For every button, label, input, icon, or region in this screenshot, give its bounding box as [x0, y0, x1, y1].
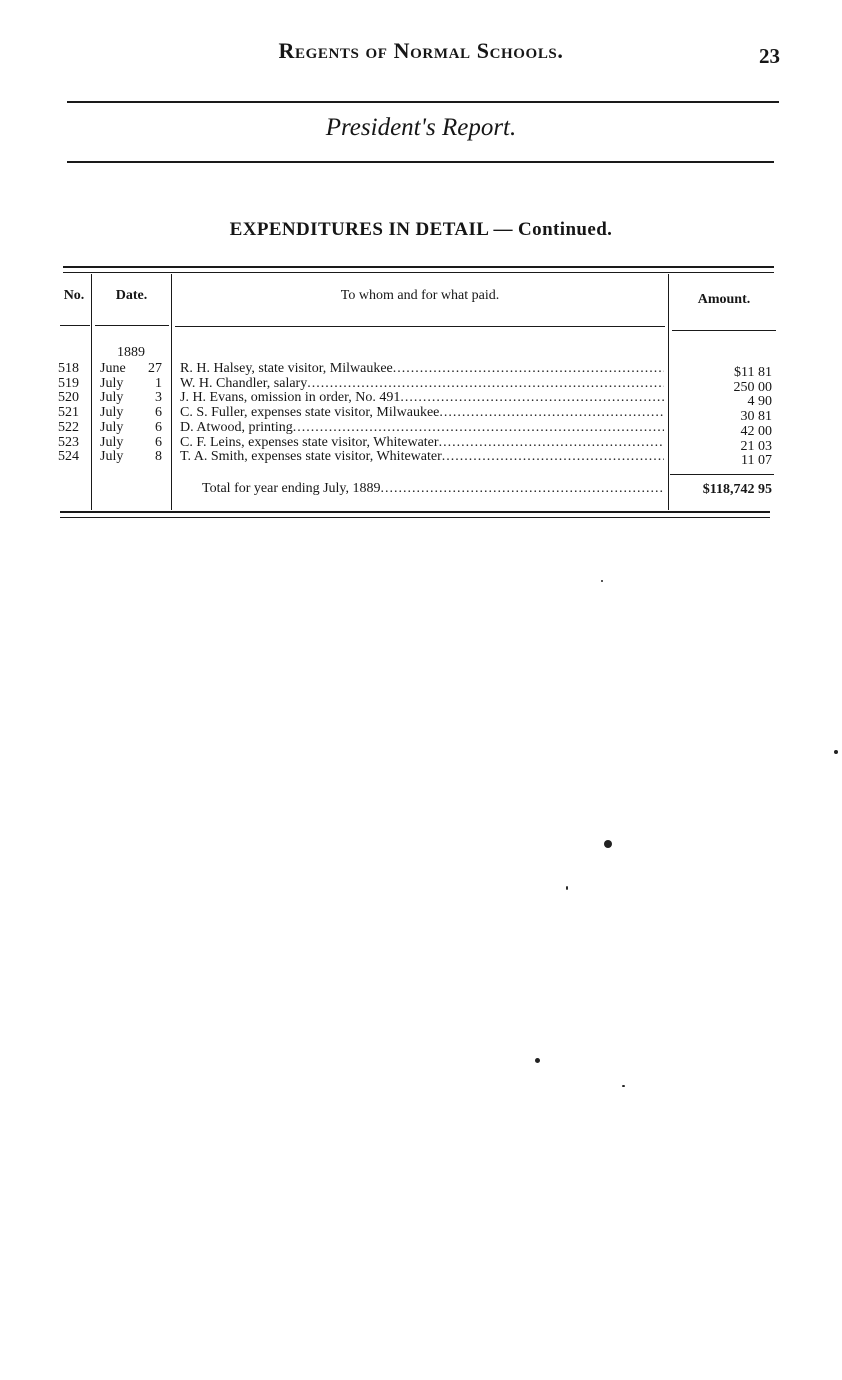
table-title: [0, 219, 842, 241]
payee-text: C. S. Fuller, expenses state visitor, Milwaukee: [180, 405, 440, 421]
header-underline-amount: [672, 330, 776, 331]
total-rule: [670, 474, 774, 475]
table-bottom-rule-1: [60, 511, 770, 513]
ink-speck: [622, 1085, 625, 1087]
row-day: 3: [155, 390, 162, 406]
table-title-main: EXPENDITURES IN DETAIL: [229, 219, 489, 240]
header-underline-date: [95, 325, 169, 326]
row-amount-523: 21 03: [740, 438, 772, 454]
ink-speck: [566, 886, 568, 890]
table-bottom-rule-2: [60, 517, 770, 518]
row-month: July: [100, 390, 124, 406]
col-payee: [180, 362, 664, 465]
row-date-518: [100, 362, 162, 377]
col-divider-3: [668, 274, 669, 510]
row-day: 6: [155, 405, 162, 421]
row-no-521: 521: [58, 405, 79, 421]
ink-speck: [604, 840, 612, 848]
row-amount-520: 4 90: [747, 394, 772, 410]
leader-dots: [381, 481, 664, 497]
row-month: July: [100, 449, 124, 465]
header-rule-top: [67, 101, 779, 103]
payee-text: T. A. Smith, expenses state visitor, Whitewater: [180, 449, 442, 465]
col-amount: [676, 366, 772, 469]
row-date-522: [100, 421, 162, 436]
col-no: [58, 362, 88, 465]
row-date-524: [100, 450, 162, 465]
row-payee-520: [180, 391, 664, 406]
total-amount: $118,742 95: [702, 482, 772, 497]
total-label: Total for year ending July, 1889: [202, 481, 381, 496]
leader-dots: [439, 436, 664, 451]
col-header-date: Date.: [115, 288, 148, 303]
running-title: Regents of Normal Schools.: [278, 38, 564, 63]
payee-text: D. Atwood, printing: [180, 419, 293, 435]
ink-speck: [601, 580, 603, 582]
table-top-rule-1: [63, 266, 774, 268]
row-month: July: [100, 434, 124, 450]
row-day: 27: [148, 361, 162, 376]
row-date-519: [100, 377, 162, 392]
row-no-518: 518: [58, 361, 79, 376]
row-amount-521: 30 81: [740, 409, 772, 425]
total-row: [202, 481, 664, 497]
row-no-520: 520: [58, 390, 79, 406]
row-amount-524: 11 07: [741, 453, 772, 469]
payee-text: J. H. Evans, omission in order, No. 491: [180, 390, 401, 406]
row-amount-519: 250 00: [733, 379, 772, 395]
row-month: June: [100, 361, 126, 376]
col-divider-2: [171, 274, 172, 510]
row-day: 6: [155, 434, 162, 450]
row-payee-524: [180, 450, 664, 465]
row-amount-518: $11 81: [734, 365, 772, 380]
section-title: President's Report.: [325, 114, 517, 141]
row-day: 8: [155, 449, 162, 465]
header-underline-payee: [175, 326, 665, 327]
table-top-rule-2: [63, 272, 774, 273]
row-no-522: 522: [58, 419, 79, 435]
row-date-523: [100, 436, 162, 451]
row-payee-523: [180, 436, 664, 451]
row-day: 1: [155, 375, 162, 391]
ink-speck: [535, 1058, 540, 1063]
leader-dots: [400, 391, 664, 406]
page-number: 23: [759, 44, 780, 68]
leader-dots: [393, 362, 664, 377]
row-payee-521: [180, 406, 664, 421]
leader-dots: [439, 406, 664, 421]
row-date-520: [100, 391, 162, 406]
col-header-amount: Amount.: [697, 292, 751, 307]
payee-text: W. H. Chandler, salary: [180, 375, 308, 391]
col-header-no: No.: [63, 288, 85, 303]
row-month: July: [100, 419, 124, 435]
row-no-523: 523: [58, 434, 79, 450]
row-no-524: 524: [58, 449, 79, 465]
col-divider-1: [91, 274, 92, 510]
row-month: July: [100, 405, 124, 421]
table-title-continued: — Continued.: [493, 219, 613, 240]
row-payee-519: [180, 377, 664, 392]
leader-dots: [442, 450, 664, 465]
header-rule-bottom: [67, 161, 774, 163]
ink-speck: [834, 750, 838, 754]
row-day: 6: [155, 419, 162, 435]
row-payee-522: [180, 421, 664, 436]
row-date-521: [100, 406, 162, 421]
year-heading: 1889: [117, 345, 145, 360]
header-underline-no: [60, 325, 90, 326]
row-no-519: 519: [58, 375, 79, 391]
leader-dots: [293, 421, 664, 436]
row-amount-522: 42 00: [740, 423, 772, 439]
payee-text: C. F. Leins, expenses state visitor, Whitewater: [180, 434, 439, 450]
row-payee-518: [180, 362, 664, 377]
col-date: [100, 362, 162, 465]
leader-dots: [307, 377, 664, 392]
row-month: July: [100, 375, 124, 391]
payee-text: R. H. Halsey, state visitor, Milwaukee: [180, 361, 393, 376]
col-header-payee: To whom and for what paid.: [340, 288, 500, 303]
